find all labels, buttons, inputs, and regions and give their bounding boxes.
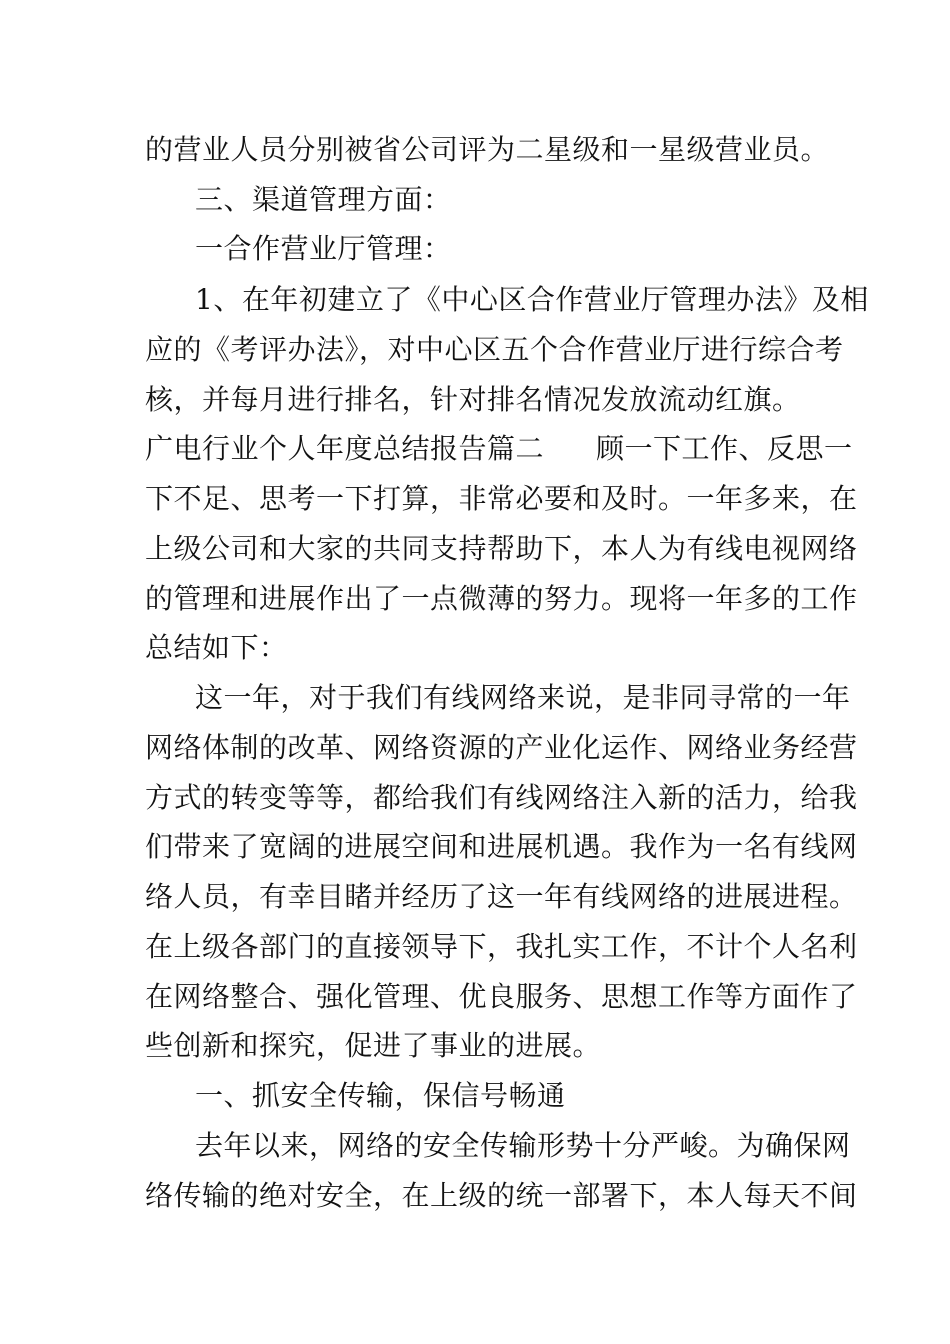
text-line: 方式的转变等等，都给我们有线网络注入新的活力，给我 — [145, 781, 858, 814]
section-heading: 一、抓安全传输，保信号畅通 — [195, 1079, 566, 1112]
text-line: 在网络整合、强化管理、优良服务、思想工作等方面作了 — [145, 980, 858, 1013]
text-line: 的营业人员分别被省公司评为二星级和一星级营业员。 — [145, 133, 830, 166]
text-fragment: 顾一下工作、反思一 — [596, 432, 853, 465]
text-line: 些创新和探究，促进了事业的进展。 — [145, 1029, 602, 1062]
text-line: 核，并每月进行排名，针对排名情况发放流动红旗。 — [145, 383, 801, 416]
section-heading: 三、渠道管理方面： — [195, 183, 452, 216]
text-line: 络传输的绝对安全，在上级的统一部署下，本人每天不间 — [145, 1179, 858, 1212]
text-line: 总结如下： — [145, 631, 288, 664]
text-line: 在上级各部门的直接领导下，我扎实工作，不计个人名利 — [145, 930, 858, 963]
text-line: 上级公司和大家的共同支持帮助下，本人为有线电视网络 — [145, 532, 858, 565]
text-line: 下不足、思考一下打算，非常必要和及时。一年多来，在 — [145, 482, 858, 515]
text-line: 去年以来，网络的安全传输形势十分严峻。为确保网 — [195, 1129, 851, 1162]
text-line: 络人员，有幸目睹并经历了这一年有线网络的进展进程。 — [145, 880, 858, 913]
text-line: 网络体制的改革、网络资源的产业化运作、网络业务经营 — [145, 731, 858, 764]
text-line: 的管理和进展作出了一点微薄的努力。现将一年多的工作 — [145, 582, 858, 615]
text-line: 这一年，对于我们有线网络来说，是非同寻常的一年 — [195, 681, 851, 714]
subsection-heading: 一合作营业厅管理： — [195, 232, 452, 265]
article-title: 广电行业个人年度总结报告篇二 — [145, 432, 545, 465]
text-line: 应的《考评办法》，对中心区五个合作营业厅进行综合考 — [145, 333, 844, 366]
text-line: 1、在年初建立了《中心区合作营业厅管理办法》及相 — [195, 283, 869, 316]
text-line: 们带来了宽阔的进展空间和进展机遇。我作为一名有线网 — [145, 830, 858, 863]
article-title-line — [145, 425, 853, 473]
